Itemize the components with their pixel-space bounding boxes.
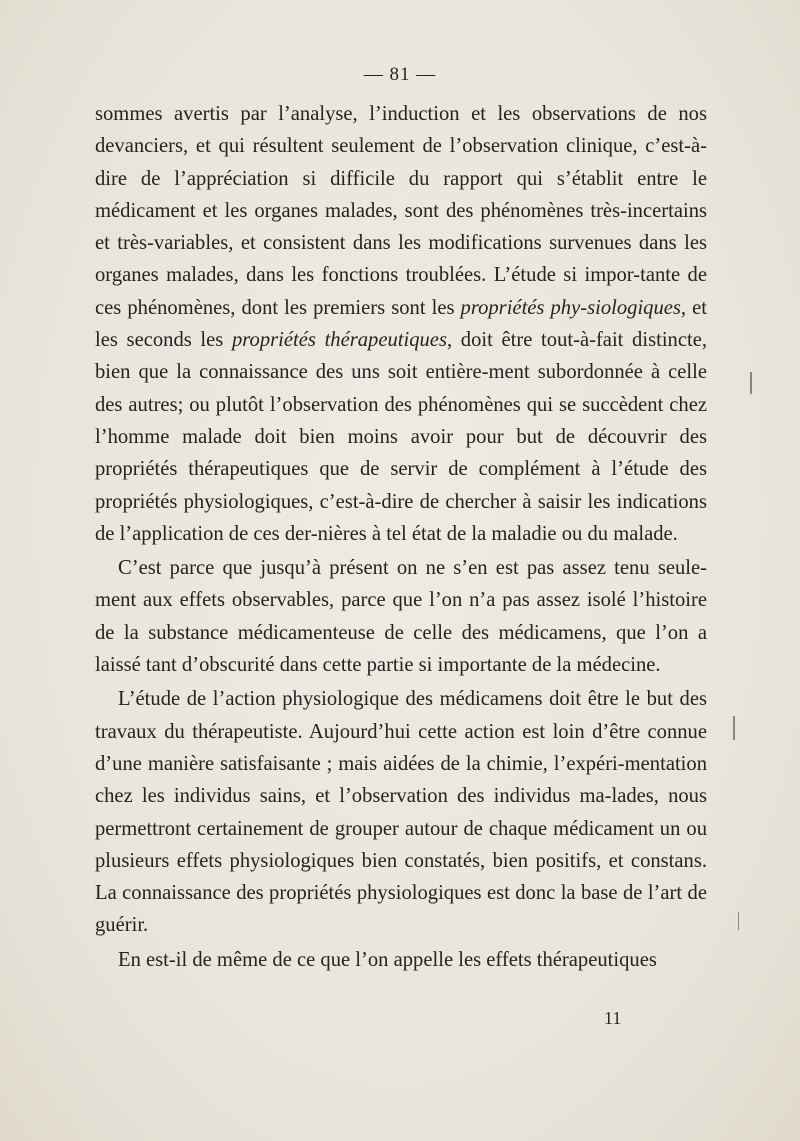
italic-term: propriétés phy-siologiques bbox=[460, 296, 681, 319]
paragraph-2: C’est parce que jusqu’à présent on ne s’en est pas assez tenu seule-ment aux effets observables, parce que l’on n’a pas assez isolé l’histoire de la substance médicamenteuse de celle des médicamens, que l’on a laissé tant d’obscurité dans cette partie si importante de la médecine. bbox=[95, 557, 707, 677]
margin-mark bbox=[750, 372, 752, 394]
signature-mark: 11 bbox=[604, 1008, 622, 1028]
paragraph-3: L’étude de l’action physiologique des médicamens doit être le but des travaux du thérapeutiste. Aujourd’hui cette action est loin d’être connue d’une manière satisfaisante ; mais aidées de la chimie, l’expéri-mentation chez les individus sains, et l’observation des individus ma-lades, nous permettront certainement de grouper autour de chaque médicament un ou plusieurs effets physiologiques bien constatés, bien positifs, et constans. La connaissance des propriétés physiologiques est donc la base de l’art de guérir. bbox=[95, 688, 707, 937]
margin-mark bbox=[733, 716, 735, 740]
paragraph-1: sommes avertis par l’analyse, l’induction et les observations de nos devanciers, et qui résultent seulement de l’observation clinique, c’est-à-dire de l’appréciation si difficile du rapport qui s’établit entre le médicament et les organes malades, sont des phénomènes très-incertains et très-variables, et consistent dans les modifications survenues dans les organes malades, dans les fonctions troublées. L’étude si impor-tante de ces phénomènes, dont les premiers sont les propriétés phy-siologiques, et les seconds les propriétés thérapeutiques, doit être tout-à-fait distincte, bien que la connaissance des uns soit entière-ment subordonnée à celle des autres; ou plutôt l’observation des phénomènes qui se succèdent chez l’homme malade doit bien moins avoir pour but de découvrir des propriétés thérapeutiques que de servir de complément à l’étude des propriétés physiologiques, c’est-à-dire de chercher à saisir les indications de l’application de ces der-nières à tel état de la maladie ou du malade. bbox=[95, 103, 707, 545]
italic-term: propriétés thérapeutiques bbox=[232, 329, 447, 352]
paragraph-4: En est-il de même de ce que l’on appelle les effets thérapeutiques bbox=[118, 948, 657, 971]
margin-mark bbox=[738, 912, 739, 930]
page-number: — 81 — bbox=[363, 64, 437, 85]
body-text bbox=[95, 98, 707, 976]
